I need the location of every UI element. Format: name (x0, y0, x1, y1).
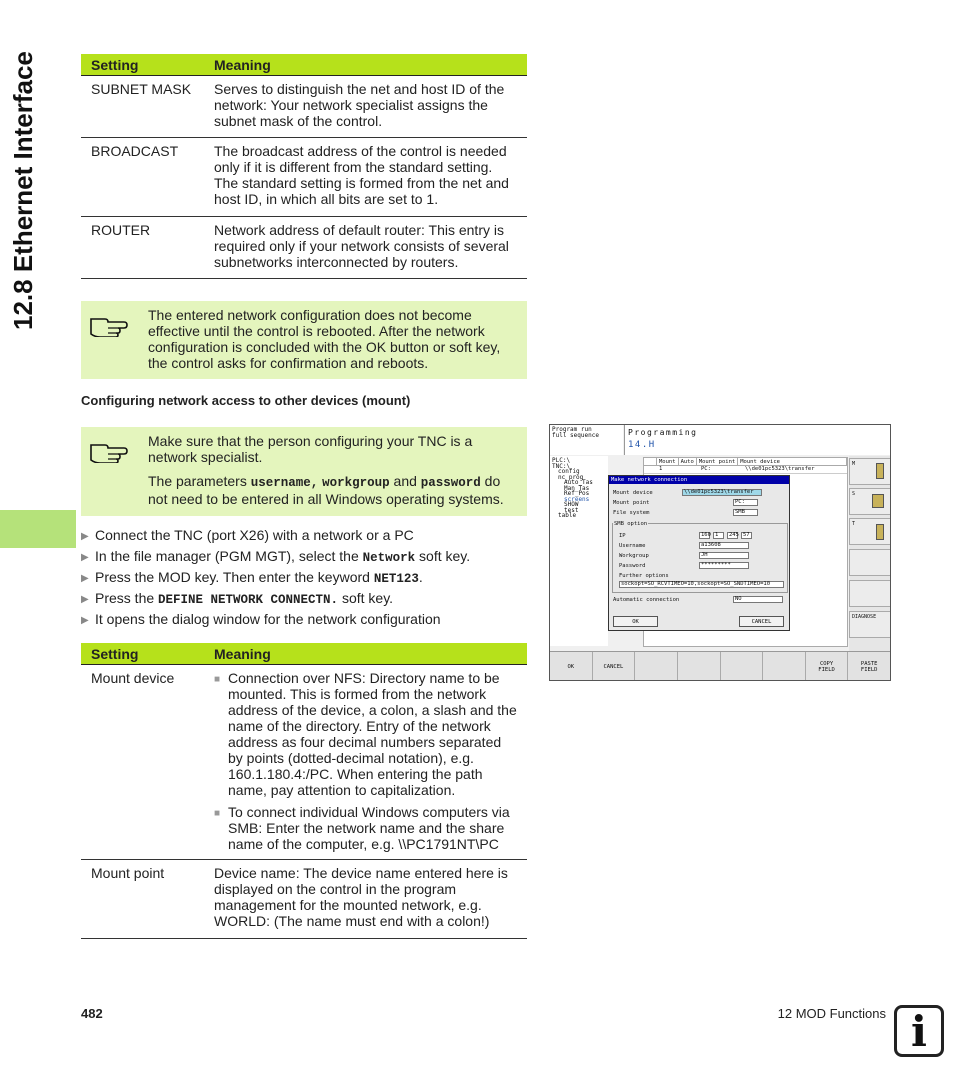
table-header (81, 54, 527, 76)
automatic-connection-label: Automatic connection (613, 597, 680, 603)
list-item: ■ To connect individual Windows computers via SMB: Enter the network name and the share name of the computer, e.g. \\PC1791NT\PC (214, 804, 510, 852)
programming-header (624, 425, 891, 455)
pointing-hand-icon (89, 437, 129, 463)
ip-octet-field[interactable]: 245 (729, 532, 739, 538)
tree-item[interactable]: Man_Tas (564, 484, 590, 492)
ok-softkey[interactable]: OK (550, 652, 593, 681)
ip-label: IP (619, 533, 626, 539)
workgroup-label: Workgroup (619, 553, 649, 559)
arrow-bullet-icon: ▶ (81, 531, 89, 542)
tree-item[interactable]: PLC:\ (552, 457, 571, 464)
setting-meaning: Serves to distinguish the net and host ID of the network: Your network specialist assigns the subnet mask of the control. (214, 81, 505, 129)
password-label: Password (619, 563, 646, 569)
empty-softkey[interactable] (849, 549, 891, 576)
cancel-softkey[interactable]: CANCEL (593, 652, 636, 681)
setting-name: SUBNET MASK (91, 81, 192, 97)
pointing-hand-icon (89, 311, 129, 337)
list-header: Mount Auto Mount point Mount device (644, 458, 847, 466)
table-row (81, 860, 527, 939)
further-options-label: Further options (619, 573, 669, 579)
s-button[interactable]: S (849, 488, 891, 515)
setting-name: BROADCAST (91, 143, 179, 159)
table-row (81, 217, 527, 279)
header-meaning: Meaning (214, 645, 271, 662)
empty-softkey[interactable] (635, 652, 678, 681)
header-meaning: Meaning (214, 56, 271, 73)
table-row (81, 665, 527, 860)
list-item[interactable]: 1 PC: \\de01pc5323\transfer (644, 466, 847, 474)
table-header (81, 643, 527, 665)
paste-field-softkey[interactable]: PASTE FIELD (848, 652, 891, 681)
step-item: ▶ Press the DEFINE NETWORK CONNECTN. soft key. (81, 590, 394, 607)
note-text: Make sure that the person configuring your TNC is a network specialist. (148, 433, 473, 465)
table-row (81, 76, 527, 138)
header-setting: Setting (91, 645, 139, 662)
file-system-label: File system (613, 510, 650, 516)
chapter-tab-marker (0, 510, 76, 548)
instruction-steps (81, 527, 541, 632)
step-item: ▶ In the file manager (PGM MGT), select the Network soft key. (81, 548, 471, 565)
arrow-bullet-icon: ▶ (81, 552, 89, 563)
square-bullet-icon: ■ (214, 674, 221, 685)
empty-softkey[interactable] (849, 580, 891, 607)
table-row (81, 138, 527, 217)
setting-meaning: Network address of default router: This entry is required only if your network consists of several subnetworks interconnected by routers. (214, 222, 509, 270)
mode-title: Programming (628, 428, 698, 437)
note-box-reboot (81, 301, 527, 379)
tree-item[interactable]: nc_prog (558, 473, 584, 481)
setting-meaning (214, 670, 527, 851)
settings-table-network (81, 54, 527, 279)
ip-octet-field[interactable]: 57 (741, 532, 752, 539)
step-item: ▶ It opens the dialog window for the network configuration (81, 611, 441, 627)
password-field[interactable]: ********* (699, 562, 749, 569)
tree-item[interactable]: config (558, 468, 580, 475)
directory-tree[interactable] (550, 456, 608, 646)
empty-softkey[interactable] (678, 652, 721, 681)
step-item: ▶ Connect the TNC (port X26) with a network or a PC (81, 527, 414, 543)
setting-name: ROUTER (91, 222, 151, 238)
username-field[interactable]: a13608 (699, 542, 749, 549)
square-bullet-icon: ■ (214, 808, 221, 819)
tool-change-icon (876, 524, 884, 540)
file-name: 14.H (628, 440, 656, 450)
t-button[interactable]: T (849, 518, 891, 545)
tnc-screenshot (549, 424, 891, 681)
section-subheading: Configuring network access to other devices (mount) (81, 393, 411, 408)
mount-device-field[interactable]: \\de01pc5323\transfer (682, 489, 762, 496)
note-text: The entered network configuration does not become effective until the control is rebooted. After the network configuration is concluded with the OK button or soft key, the control asks for confirmation and reboots. (148, 307, 501, 371)
page-number: 482 (81, 1006, 103, 1021)
mount-device-label: Mount device (613, 490, 653, 496)
arrow-bullet-icon: ▶ (81, 615, 89, 626)
setting-meaning: The broadcast address of the control is needed only if it is different from the standard setting. The standard setting is formed from the net and host ID, in which all bits are set to 1. (214, 143, 509, 207)
settings-table-mount (81, 643, 527, 939)
note-box-specialist (81, 427, 527, 516)
empty-softkey[interactable] (763, 652, 806, 681)
empty-softkey[interactable] (721, 652, 764, 681)
network-connection-dialog (608, 475, 790, 631)
vertical-softkey-panel (849, 456, 891, 651)
smb-option-label: SMB option (614, 521, 648, 527)
dialog-ok-button[interactable]: OK (613, 616, 658, 627)
username-label: Username (619, 543, 646, 549)
tree-item[interactable]: Auto_Tas (564, 479, 593, 486)
list-item: ■ Connection over NFS: Directory name to be mounted. This is formed from the network address of the device, a colon, a slash and the name of the directory. Entry of the network address as four decimal numbers separated by points (dotted-decimal notation), e.g. 160.1.180.4:/PC. When entering the path name, pay attention to capitalization. (214, 670, 517, 798)
diagnose-button[interactable]: DIAGNOSE (849, 611, 891, 638)
tree-item[interactable]: SHOW (564, 501, 579, 508)
info-icon: i (894, 1005, 944, 1057)
step-item: ▶ Press the MOD key. Then enter the keyword NET123. (81, 569, 423, 586)
automatic-connection-select[interactable]: NO (733, 596, 783, 603)
copy-field-softkey[interactable]: COPY FIELD (806, 652, 849, 681)
dialog-title: Make network connection (609, 476, 789, 484)
note-text-params: The parameters username, workgroup and password do not need to be entered in all Windows operating systems. (148, 473, 504, 507)
chapter-side-title: 12.8 Ethernet Interface (8, 51, 38, 330)
softkey-bar (550, 651, 891, 681)
setting-name: Mount device (91, 670, 175, 686)
tree-item[interactable]: test (564, 506, 579, 514)
further-options-field[interactable]: sockopt=SO_RCVTIMEO=10,sockopt=SO_SNDTIMEO=10 (619, 581, 784, 588)
setting-meaning: Device name: The device name entered here is displayed on the control in the program management for the mounted network, e.g. WORLD: (The name must end with a colon!) (214, 865, 508, 929)
tree-item[interactable]: table (558, 512, 577, 519)
mount-point-field[interactable]: PC: (733, 499, 758, 506)
arrow-bullet-icon: ▶ (81, 573, 89, 584)
m-button[interactable]: M (849, 458, 891, 485)
tree-item[interactable]: TNC:\ (552, 462, 571, 470)
setting-name: Mount point (91, 865, 165, 881)
arrow-bullet-icon: ▶ (81, 594, 89, 605)
tool-icon (876, 463, 884, 479)
ip-octet-field[interactable]: 1 (713, 532, 724, 539)
workgroup-field[interactable]: JH (699, 552, 749, 559)
mount-point-label: Mount point (613, 500, 650, 506)
header-setting: Setting (91, 56, 139, 73)
ip-octet-field[interactable]: 160 (701, 532, 711, 538)
dialog-cancel-button[interactable]: CANCEL (739, 616, 784, 627)
file-system-select[interactable]: SMB (733, 509, 758, 516)
tree-item[interactable]: Ref_Pos (564, 490, 590, 497)
tree-item[interactable]: screens (564, 495, 590, 503)
chapter-footer: 12 MOD Functions (777, 1006, 886, 1021)
operating-mode-label: Program run full sequence (550, 425, 623, 455)
spindle-icon (872, 494, 884, 508)
